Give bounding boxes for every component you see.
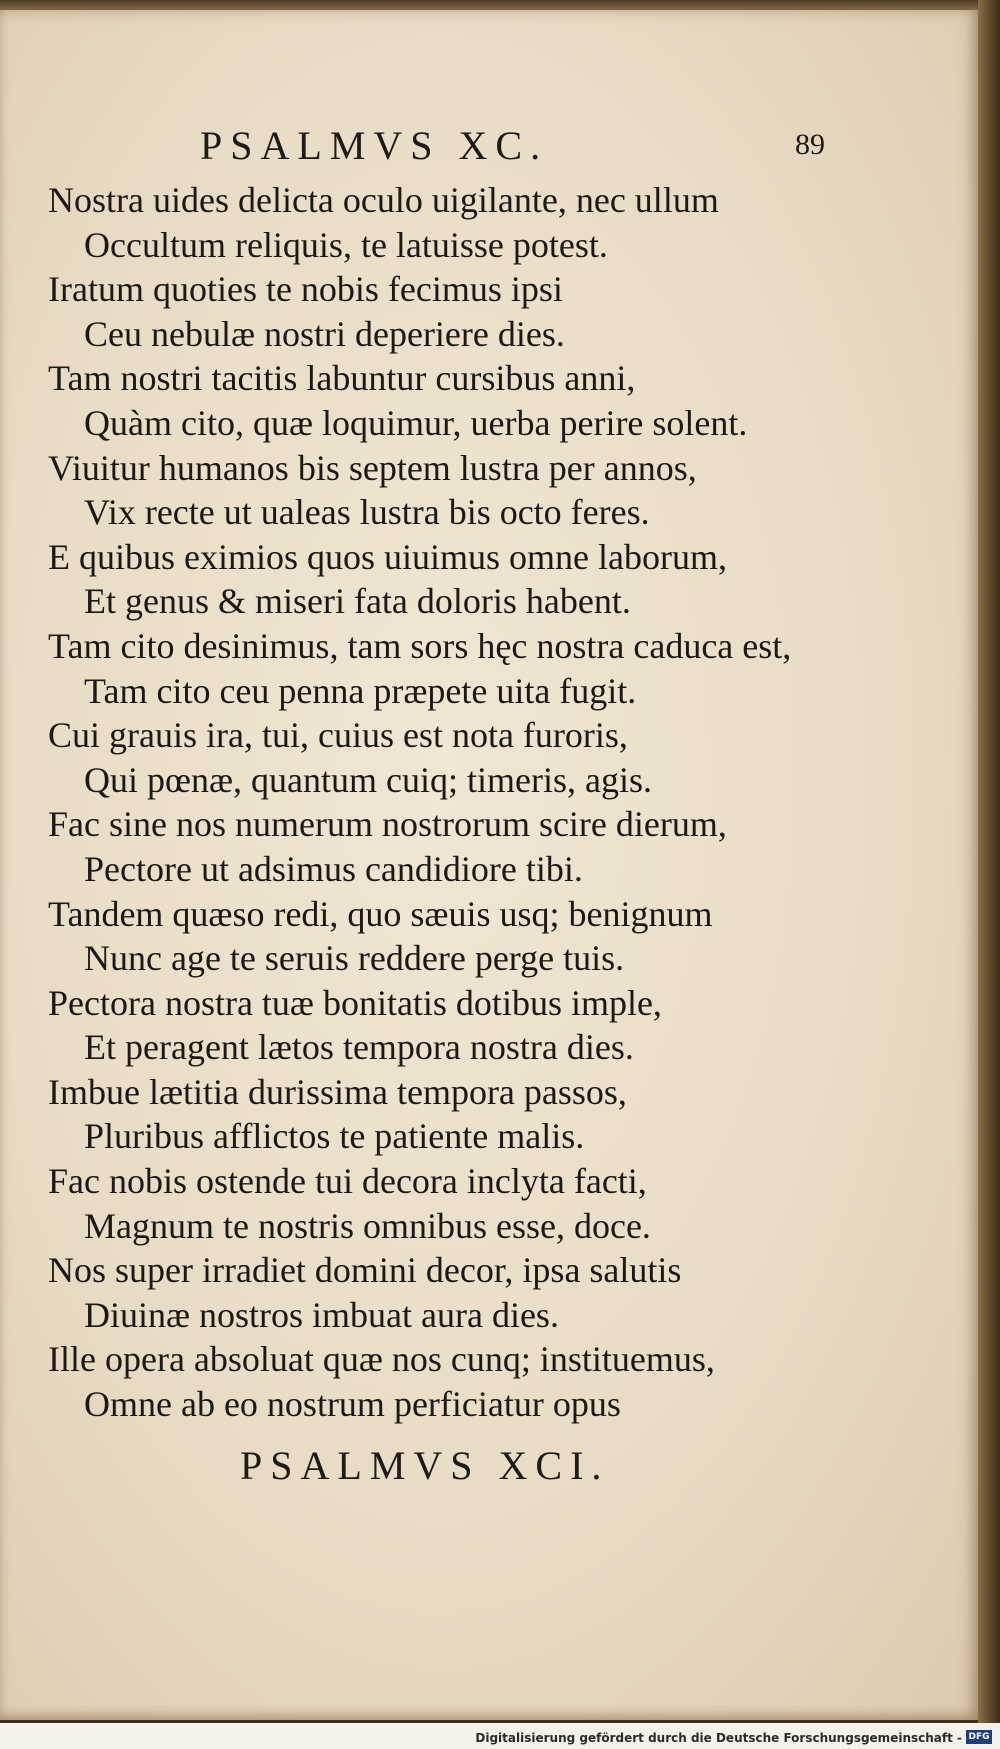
verse-line: Viuitur humanos bis septem lustra per annos, bbox=[48, 447, 697, 488]
running-head bbox=[0, 122, 978, 168]
verse-line: Et genus & miseri fata doloris habent. bbox=[84, 581, 631, 622]
verse-line: Iratum quoties te nobis fecimus ipsi bbox=[48, 269, 563, 310]
book-fore-edge bbox=[978, 0, 1000, 1749]
verse-line: Magnum te nostris omnibus esse, doce. bbox=[84, 1205, 651, 1246]
verse-line: Nostra uides delicta oculo uigilante, nec ullum bbox=[48, 180, 719, 220]
verse-line: Tam cito ceu penna præpete uita fugit. bbox=[84, 670, 637, 711]
verse-line: Fac sine nos numerum nostrorum scire dierum, bbox=[48, 804, 727, 845]
verse-line: Vix recte ut ualeas lustra bis octo feres. bbox=[84, 492, 650, 533]
verse-line: Pectora nostra tuæ bonitatis dotibus imple, bbox=[48, 982, 662, 1023]
page-number: 89 bbox=[795, 128, 825, 161]
running-head-title: PSALMVS XC. bbox=[200, 123, 549, 168]
verse-line: Occultum reliquis, te latuisse potest. bbox=[84, 224, 608, 265]
verse-line: Pluribus afflictos te patiente malis. bbox=[84, 1116, 585, 1157]
verse-line: Tandem quæso redi, quo sæuis usq; benignum bbox=[48, 893, 713, 934]
verse-line: Nos super irradiet domini decor, ipsa salutis bbox=[48, 1250, 682, 1291]
verse-line: Nunc age te seruis reddere perge tuis. bbox=[84, 938, 625, 979]
verse-line: Cui grauis ira, tui, cuius est nota furoris, bbox=[48, 715, 628, 756]
footer-band bbox=[0, 1723, 1000, 1749]
digitization-credit: Digitalisierung gefördert durch die Deutsche Forschungsgemeinschaft - bbox=[475, 1731, 962, 1745]
verse-line: Et peragent lætos tempora nostra dies. bbox=[84, 1027, 634, 1068]
verse-line: Ille opera absoluat quæ nos cunq; instituemus, bbox=[48, 1339, 715, 1380]
verse-line: Fac nobis ostende tui decora inclyta facti, bbox=[48, 1161, 647, 1202]
dfg-logo: DFG bbox=[966, 1730, 992, 1744]
verse-line: Pectore ut adsimus candidiore tibi. bbox=[84, 848, 583, 889]
verse-line: Imbue lætitia durissima tempora passos, bbox=[48, 1071, 627, 1112]
book-page bbox=[0, 10, 978, 1720]
verse-line: E quibus eximios quos uiuimus omne laborum, bbox=[48, 536, 727, 577]
verse-line: Diuinæ nostros imbuat aura dies. bbox=[84, 1294, 559, 1335]
verse-line: Tam nostri tacitis labuntur cursibus anni, bbox=[48, 358, 636, 399]
verse-line: Quàm cito, quæ loquimur, uerba perire solent. bbox=[84, 402, 748, 443]
next-psalm-heading: PSALMVS XCI. bbox=[240, 1443, 610, 1488]
verse-line: Qui pœnæ, quantum cuiq; timeris, agis. bbox=[84, 759, 652, 800]
verse-line: Ceu nebulæ nostri deperiere dies. bbox=[84, 313, 565, 354]
psalm-verses bbox=[48, 178, 948, 1427]
verse-line: Omne ab eo nostrum perficiatur opus bbox=[84, 1384, 621, 1425]
verse-line: Tam cito desinimus, tam sors hęc nostra caduca est, bbox=[48, 625, 792, 666]
